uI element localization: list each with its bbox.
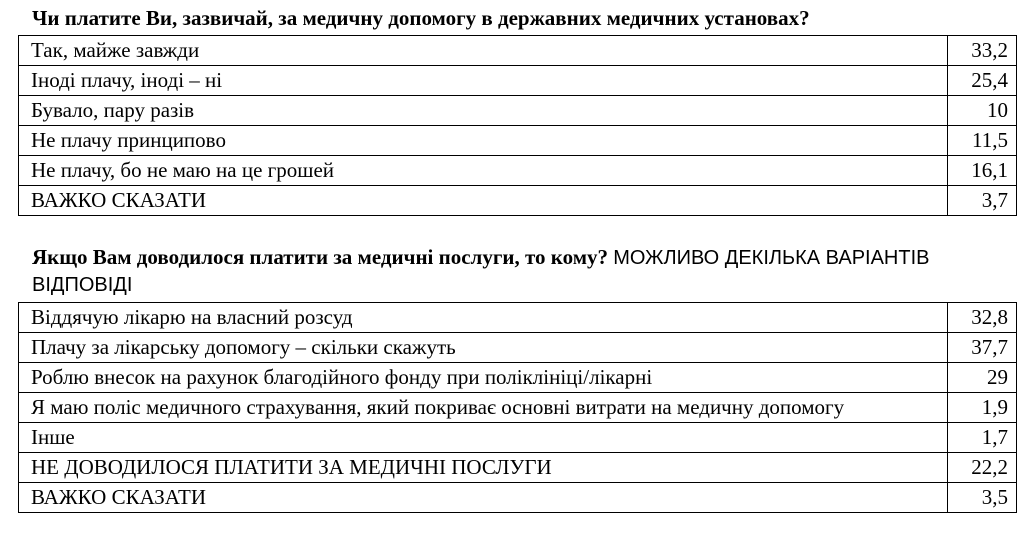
- answer-value: 22,2: [948, 453, 1017, 483]
- answer-value: 11,5: [948, 126, 1017, 156]
- table-row: [19, 126, 1017, 156]
- answer-value: 3,7: [948, 186, 1017, 216]
- table-row: [19, 66, 1017, 96]
- answer-value: 3,5: [948, 483, 1017, 513]
- answer-label: Іноді плачу, іноді – ні: [19, 66, 948, 96]
- answer-value: 16,1: [948, 156, 1017, 186]
- table-row: [19, 303, 1017, 333]
- answer-value: 1,7: [948, 423, 1017, 453]
- table-row: [19, 453, 1017, 483]
- answer-value: 37,7: [948, 333, 1017, 363]
- table-row: [19, 36, 1017, 66]
- answer-value: 33,2: [948, 36, 1017, 66]
- answer-value: 29: [948, 363, 1017, 393]
- answer-label: Роблю внесок на рахунок благодійного фонду при поліклініці/лікарні: [19, 363, 948, 393]
- table-row: [19, 363, 1017, 393]
- answer-label: Не плачу принципово: [19, 126, 948, 156]
- answer-label: Інше: [19, 423, 948, 453]
- answer-label: Я маю поліс медичного страхування, який покриває основні витрати на медичну допомогу: [19, 393, 948, 423]
- table-row: [19, 156, 1017, 186]
- question-1-title: [32, 5, 810, 31]
- table-row: [19, 186, 1017, 216]
- table-row: [19, 333, 1017, 363]
- question-2-table: [18, 302, 1017, 513]
- question-2-note: МОЖЛИВО ДЕКІЛЬКА ВАРІАНТІВ ВІДПОВІДІ: [32, 247, 930, 296]
- table-row: [19, 96, 1017, 126]
- answer-value: 25,4: [948, 66, 1017, 96]
- question-1-text: Чи платите Ви, зазвичай, за медичну допомогу в державних медичних установах?: [32, 6, 810, 30]
- question-2-text: Якщо Вам доводилося платити за медичні послуги, то кому?: [32, 245, 608, 269]
- answer-label: НЕ ДОВОДИЛОСЯ ПЛАТИТИ ЗА МЕДИЧНІ ПОСЛУГИ: [19, 453, 948, 483]
- table-row: [19, 423, 1017, 453]
- answer-value: 10: [948, 96, 1017, 126]
- question-1-table: [18, 35, 1017, 216]
- answer-label: Так, майже завжди: [19, 36, 948, 66]
- answer-label: Бувало, пару разів: [19, 96, 948, 126]
- table-row: [19, 393, 1017, 423]
- answer-value: 32,8: [948, 303, 1017, 333]
- answer-label: ВАЖКО СКАЗАТИ: [19, 186, 948, 216]
- answer-label: Не плачу, бо не маю на це грошей: [19, 156, 948, 186]
- answer-label: Віддячую лікарю на власний розсуд: [19, 303, 948, 333]
- answer-value: 1,9: [948, 393, 1017, 423]
- table-row: [19, 483, 1017, 513]
- answer-label: Плачу за лікарську допомогу – скільки скажуть: [19, 333, 948, 363]
- answer-label: ВАЖКО СКАЗАТИ: [19, 483, 948, 513]
- question-2-title: [32, 244, 1022, 298]
